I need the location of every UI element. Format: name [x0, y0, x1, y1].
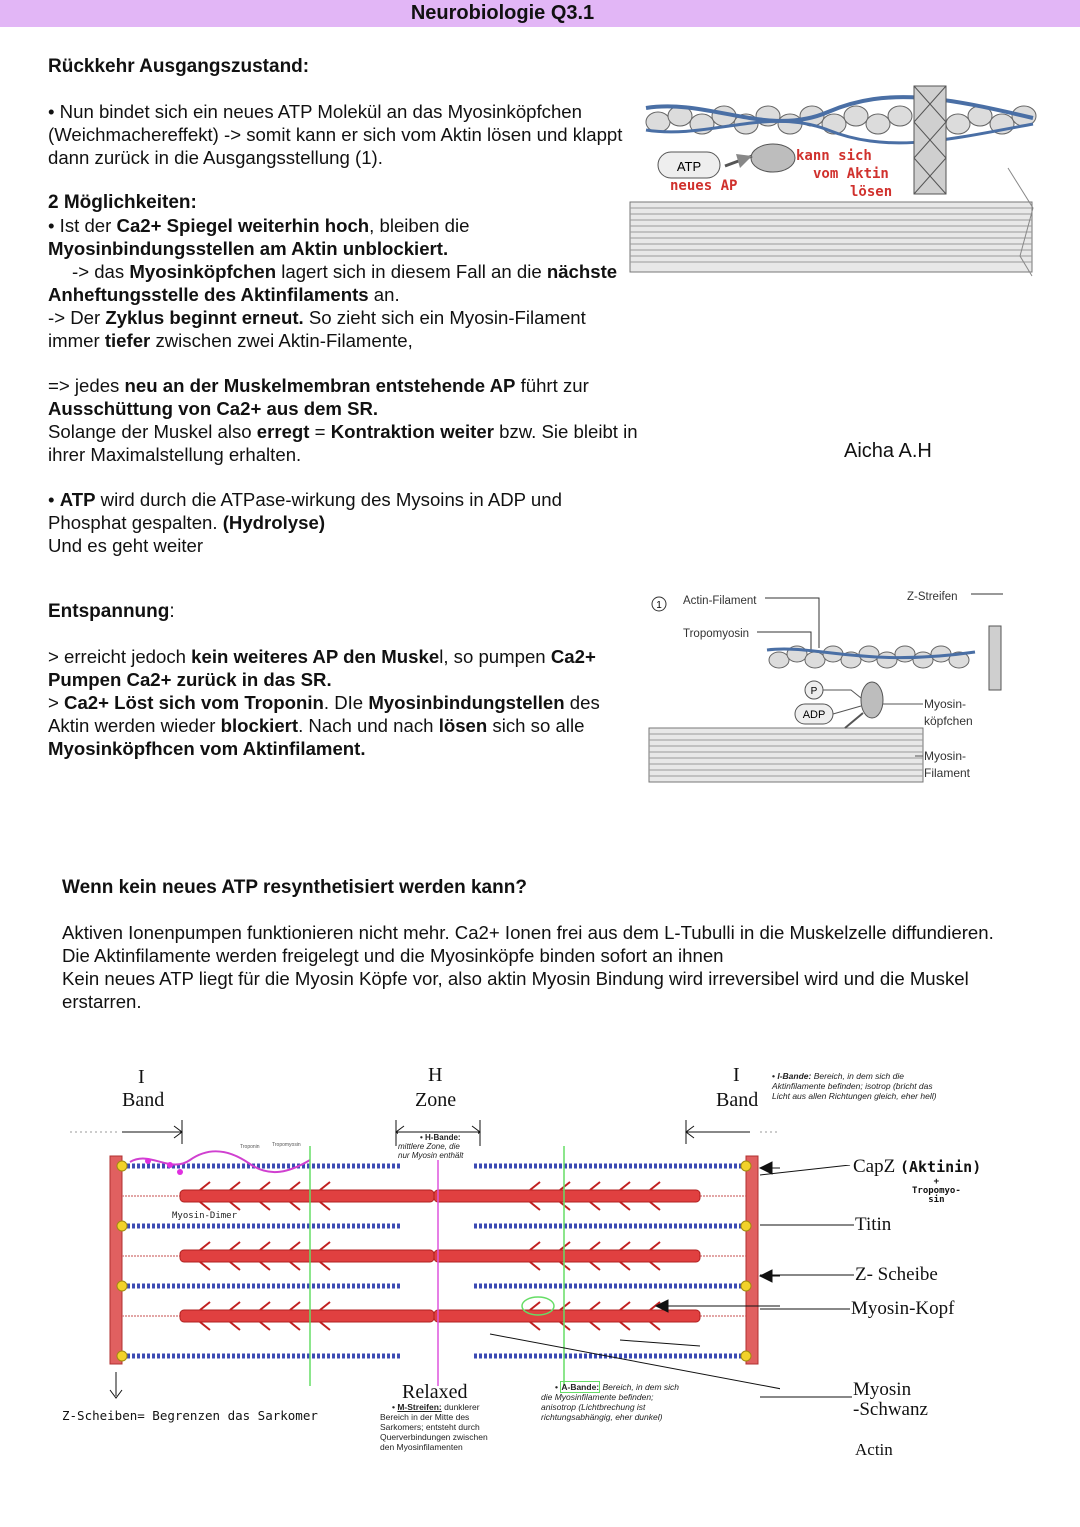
z-disc-right — [746, 1156, 758, 1364]
section-return-state — [48, 55, 638, 557]
label-i-band-left: I — [138, 1066, 145, 1088]
heading-return-state: Rückkehr Ausgangszustand: — [48, 56, 310, 77]
page-header — [0, 0, 1080, 27]
paragraph-excited: Solange der Muskel also erregt = Kontraktion weiter bzw. Sie bleibt in ihrer Maximalstellung erhalten. — [48, 421, 638, 465]
paragraph-continue: Und es geht weiter — [48, 535, 204, 556]
paragraph-ca-high: • Ist der Ca2+ Spiegel weiterhin hoch, bleiben die Myosinbindungsstellen am Aktin unblockiert. — [48, 215, 470, 259]
label-h-zone-letter: H — [428, 1064, 443, 1086]
label-myosin-schwanz: Myosin -Schwanz — [853, 1379, 928, 1420]
label-myosin-head-1: Myosin- — [924, 697, 967, 711]
myosin-filament-block-small — [649, 728, 923, 782]
hand-note-line1: kann sich — [796, 148, 872, 164]
hand-new-ap: neues AP — [670, 178, 738, 194]
label-capz: CapZ (Aktinin) — [853, 1156, 982, 1177]
label-myosin-dimer: Myosin-Dimer — [172, 1211, 238, 1221]
label-myosin-head-2: köpfchen — [924, 714, 973, 728]
label-tropomyosin: Tropomyosin — [683, 628, 750, 640]
label-myosin-kopf: Myosin-Kopf — [851, 1298, 955, 1319]
note-a-band: • A-Bande: Bereich, in dem sich die Myosinfilamente befinden; anisotrop (Lichtbrechung ist richtungsabhängig, eher dunkel) — [541, 1382, 680, 1422]
label-i-band-right-word: Band — [716, 1089, 759, 1111]
label-tropomyosin-small: Tropomyosin — [272, 1142, 301, 1148]
paragraph-new-ap: => jedes neu an der Muskelmembran entstehende AP führt zur Ausschüttung von Ca2+ aus dem SR. — [48, 375, 589, 419]
author-name: Aicha A.H — [844, 440, 932, 462]
tropomyosin-squiggle — [130, 1151, 310, 1172]
label-myosin-filament-2: Filament — [924, 766, 971, 780]
note-m-streifen: • M-Streifen: dunklerer Bereich in der Mitte des Sarkomers; entsteht durch Querverbindungen zwischen den Myosinfilamenten — [380, 1402, 488, 1452]
label-z-scheibe: Z- Scheibe — [855, 1264, 938, 1285]
page-title: Neurobiologie Q3.1 — [410, 2, 595, 24]
figure-myosin-release — [628, 78, 1038, 278]
paragraph-cycle-again: -> Der Zyklus beginnt erneut. So zieht sich ein Myosin-Filament immer tiefer zwischen zwei Aktin-Filamente, — [48, 307, 586, 351]
label-actin-filament: Actin-Filament — [683, 595, 757, 607]
label-leader-lines — [760, 1165, 856, 1415]
figure-relaxation — [645, 588, 1005, 788]
step-number: 1 — [656, 600, 662, 611]
myosin-filaments — [180, 1190, 700, 1322]
paragraph-actin-exposed: Die Aktinfilamente werden freigelegt und die Myosinköpfe binden sofort an ihnen — [62, 945, 724, 966]
paragraph-ca-release: > Ca2+ Löst sich vom Troponin. DIe Myosinbindungstellen des Aktin werden wieder blockiert. Nach und nach lösen sich so alle Myosinköpfhcen vom Aktinfilament. — [48, 692, 600, 759]
label-actin: Actin — [855, 1440, 893, 1459]
atp-label: ATP — [676, 159, 702, 174]
hand-note-line3: lösen — [850, 184, 893, 200]
paragraph-new-atp: • Nun bindet sich ein neues ATP Molekül an das Myosinköpfchen (Weichmachereffekt) -> somit kann er sich vom Aktin lösen und klappt dann zurück in die Ausgangsstellung (1). — [48, 101, 623, 168]
heading-no-atp: Wenn kein neues ATP resynthetisiert werden kann? — [62, 877, 527, 898]
label-i-band-left-word: Band — [122, 1089, 165, 1111]
z-disc-left — [110, 1156, 122, 1364]
z-streifen-block — [989, 626, 1001, 690]
label-myosin-filament-1: Myosin- — [924, 749, 967, 763]
adp-label: ADP — [802, 709, 826, 721]
label-troponin: Troponin — [240, 1144, 260, 1150]
paragraph-rigor: Kein neues ATP liegt für die Myosin Köpfe vor, also aktin Myosin Bindung wird irreversibel wird und die Muskel erstarren. — [62, 968, 969, 1012]
label-h-zone-word: Zone — [415, 1089, 457, 1111]
label-titin: Titin — [855, 1214, 892, 1235]
label-capz-tropomyosin: + Tropomyo- sin — [912, 1177, 961, 1205]
note-i-band: • I-Bande: Bereich, in dem sich die Aktinfilamente befinden; isotrop (bricht das Licht aus allen Richtungen gleich, eher hell) — [772, 1071, 937, 1101]
paragraph-pumps-fail: Aktiven Ionenpumpen funktionieren nicht mehr. Ca2+ Ionen frei aus dem L-Tubulli in die Muskelzelle diffundieren. — [62, 922, 994, 943]
heading-relaxation: Entspannung: — [48, 601, 175, 622]
hand-z-disc-note: Z-Scheiben= Begrenzen das Sarkomer — [62, 1408, 318, 1423]
paragraph-atp-hydrolysis: • ATP wird durch die ATPase-wirkung des Mysoins in ADP und Phosphat gespalten. (Hydrolyse) — [48, 489, 562, 533]
myosin-filament-block — [630, 202, 1032, 272]
section-no-atp — [62, 876, 1042, 1013]
paragraph-next-site: -> das Myosinköpfchen lagert sich in diesem Fall an die nächste Anheftungsstelle des Aktinfilaments an. — [48, 261, 618, 305]
label-z-streifen: Z-Streifen — [907, 591, 958, 603]
hand-note-line2: vom Aktin — [813, 166, 889, 182]
label-i-band-right-letter: I — [733, 1064, 740, 1086]
label-relaxed: Relaxed — [402, 1381, 468, 1403]
phosphate-label: P — [810, 686, 818, 697]
note-h-band: • H-Bande: mittlere Zone, die nur Myosin enthält — [398, 1133, 478, 1160]
myosin-head — [751, 144, 795, 172]
paragraph-no-ap: > erreicht jedoch kein weiteres AP den Muskel, so pumpen Ca2+ Pumpen Ca2+ zurück in das SR. — [48, 646, 596, 690]
heading-possibilities: 2 Möglichkeiten: — [48, 192, 197, 213]
section-relaxation — [48, 600, 638, 760]
myosin-head-small — [861, 682, 883, 718]
